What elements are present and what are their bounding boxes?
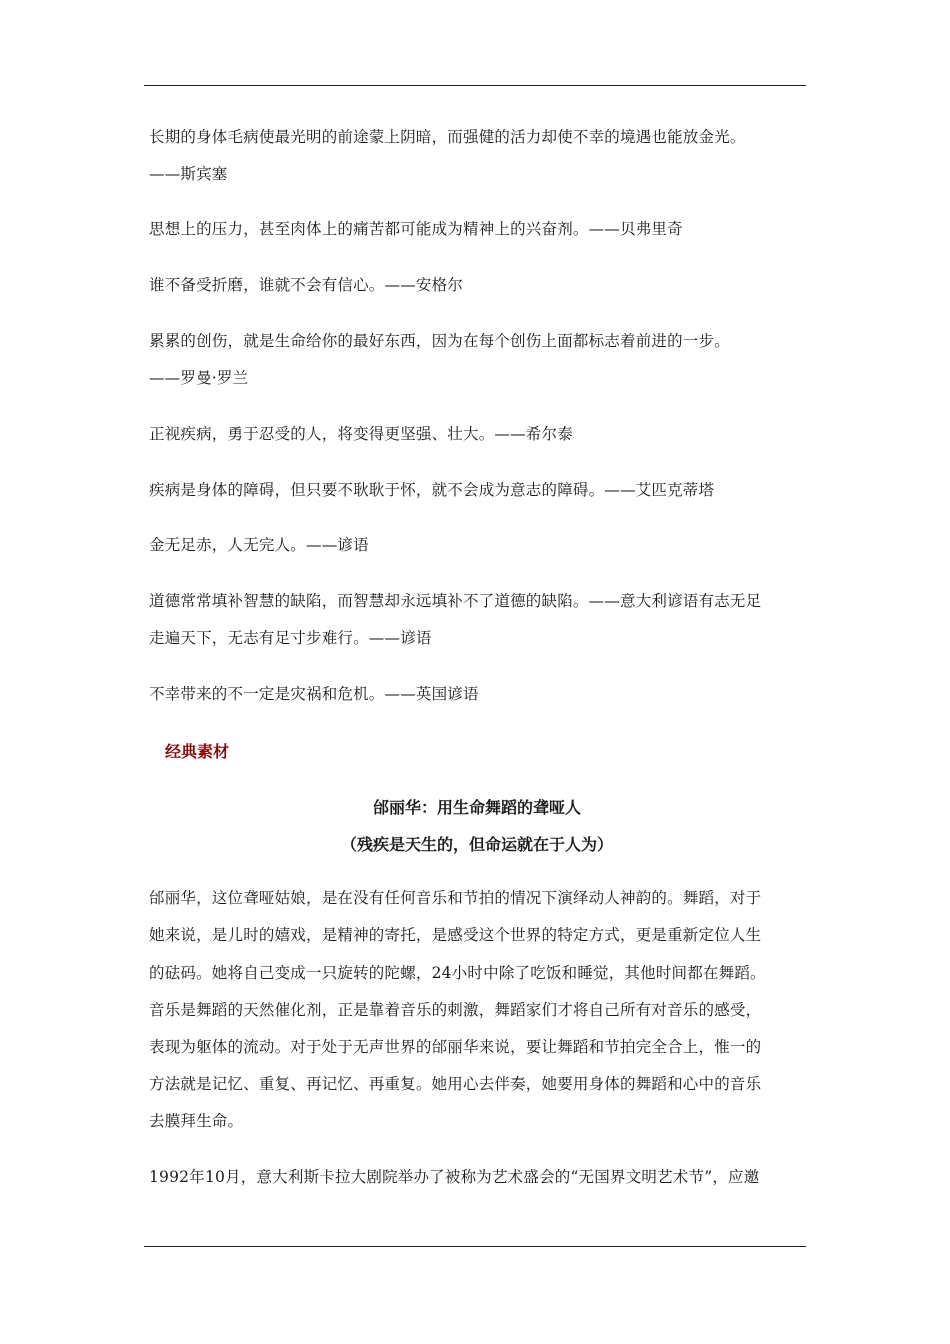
paragraph-line: 表现为躯体的流动。对于处于无声世界的邰丽华来说，要让舞蹈和节拍完全合上，惟一的 (149, 1038, 762, 1056)
article-title: 邰丽华：用生命舞蹈的聋哑人 (372, 798, 581, 817)
quote-line: 金无足赤，人无完人。——谚语 (149, 536, 369, 554)
paragraph-line: 1992年10月，意大利斯卡拉大剧院举办了被称为艺术盛会的“无国界文明艺术节”，应邀 (149, 1168, 760, 1186)
quote-line: 累累的创伤，就是生命给你的最好东西，因为在每个创伤上面都标志着前进的一步。 (149, 332, 730, 350)
paragraph-line: 音乐是舞蹈的天然催化剂，正是靠着音乐的刺激，舞蹈家们才将自己所有对音乐的感受， (149, 1001, 762, 1019)
quote-attribution: ——罗曼·罗兰 (149, 369, 249, 387)
quote-attribution: ——斯宾塞 (149, 165, 228, 183)
paragraph-line: 的砝码。她将自己变成一只旋转的陀螺，24小时中除了吃饭和睡觉，其他时间都在舞蹈。 (149, 964, 766, 982)
quote-line: 走遍天下，无志有足寸步难行。——谚语 (149, 629, 432, 647)
footer-rule (144, 1246, 806, 1247)
quote-line: 谁不备受折磨，谁就不会有信心。——安格尔 (149, 276, 464, 294)
quote-line: 不幸带来的不一定是灾祸和危机。——英国谚语 (149, 685, 479, 703)
quote-line: 正视疾病，勇于忍受的人，将变得更坚强、壮大。——希尔泰 (149, 425, 573, 443)
paragraph-line: 方法就是记忆、重复、再记忆、再重复。她用心去伴奏，她要用身体的舞蹈和心中的音乐 (149, 1075, 762, 1093)
article-subtitle: （残疾是天生的，但命运就在于人为） (340, 835, 613, 854)
header-rule (144, 85, 806, 86)
paragraph-line: 她来说，是儿时的嬉戏，是精神的寄托，是感受这个世界的特定方式，更是重新定位人生 (149, 926, 762, 944)
quote-line: 道德常常填补智慧的缺陷，而智慧却永远填补不了道德的缺陷。——意大利谚语有志无足 (149, 592, 762, 610)
paragraph-line: 邰丽华，这位聋哑姑娘，是在没有任何音乐和节拍的情况下演绎动人神韵的。舞蹈，对于 (149, 889, 762, 907)
quote-line: 思想上的压力，甚至肉体上的痛苦都可能成为精神上的兴奋剂。——贝弗里奇 (149, 220, 683, 238)
paragraph-line: 去膜拜生命。 (149, 1112, 244, 1130)
section-heading: 经典素材 (165, 742, 230, 761)
quote-line: 长期的身体毛病使最光明的前途蒙上阴暗，而强健的活力却使不幸的境遇也能放金光。 (149, 128, 746, 146)
quote-line: 疾病是身体的障碍，但只要不耿耿于怀，就不会成为意志的障碍。——艾匹克蒂塔 (149, 481, 715, 499)
